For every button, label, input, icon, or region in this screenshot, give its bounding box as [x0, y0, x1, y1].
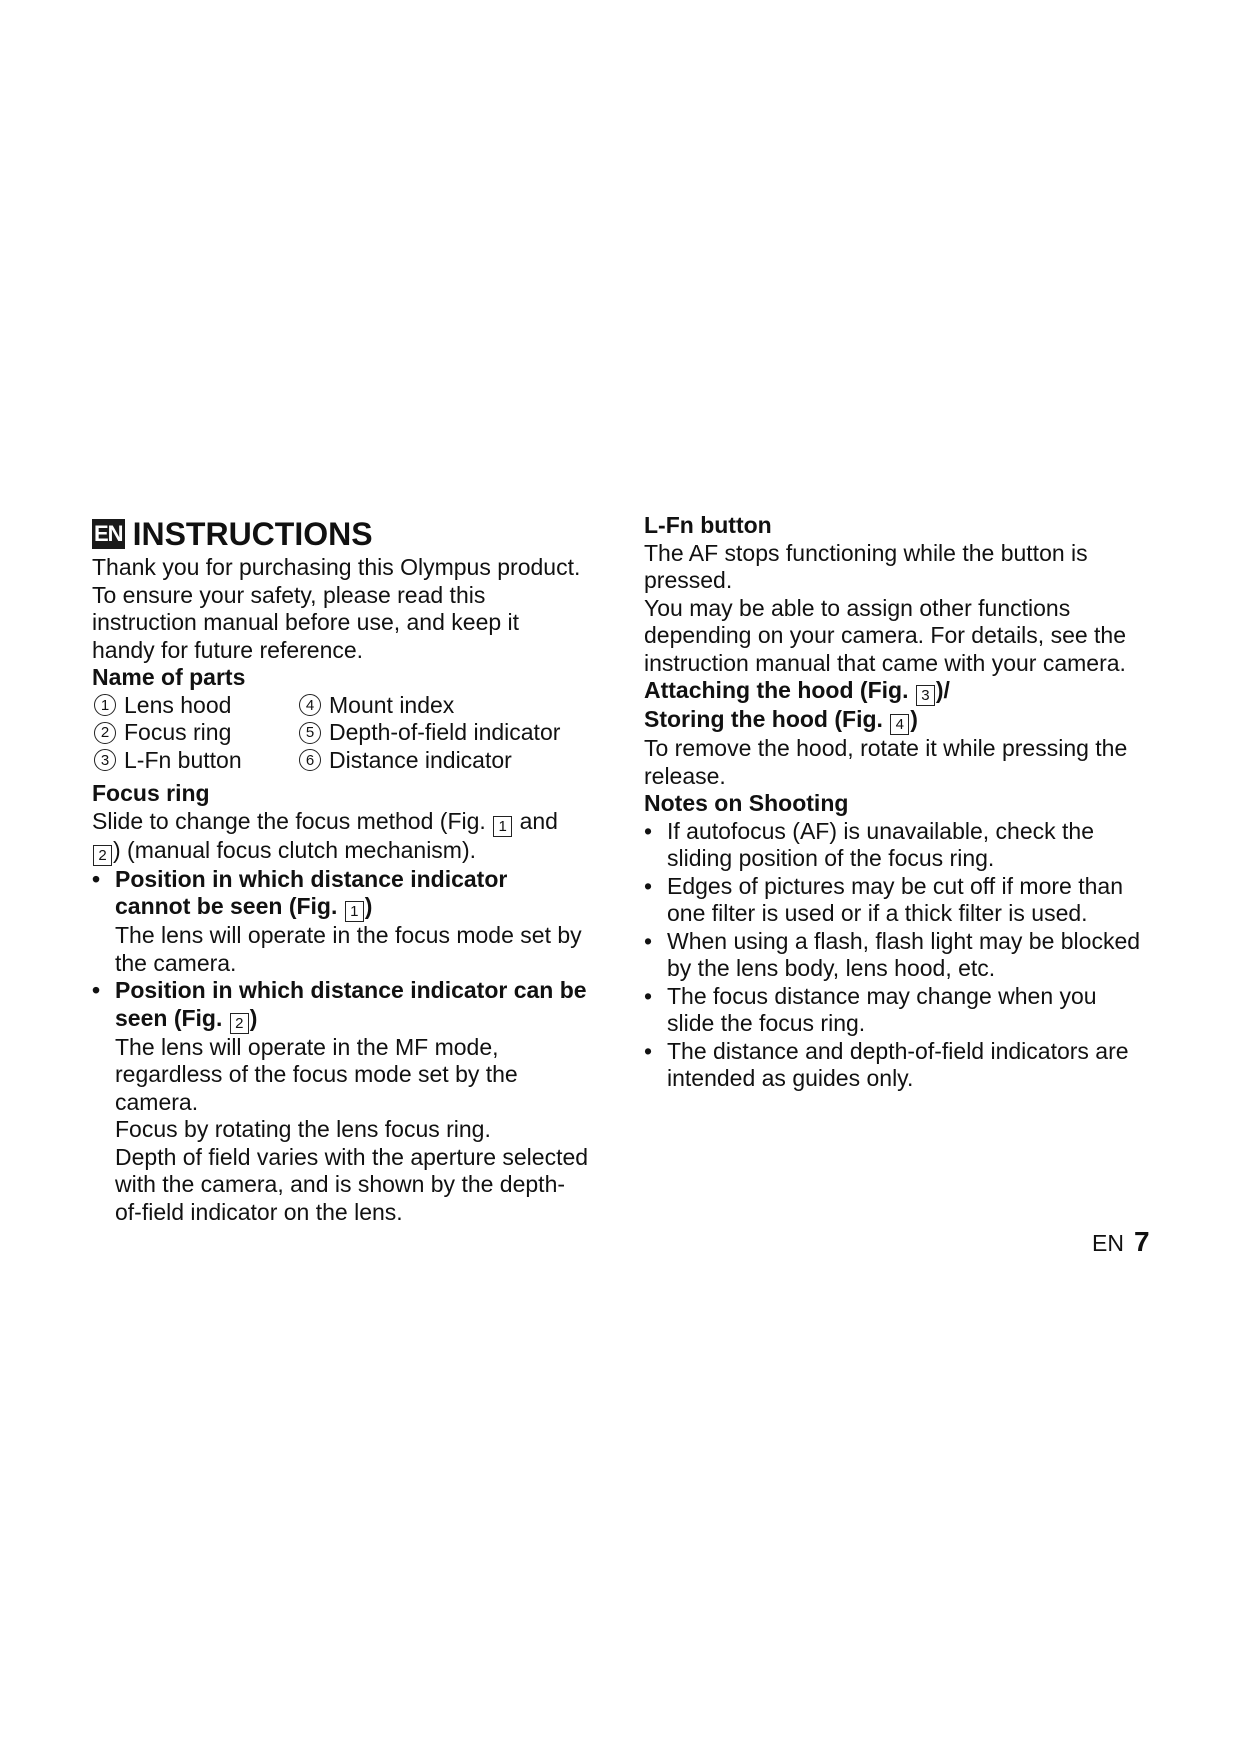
part-label: Mount index — [329, 691, 455, 718]
note-dot: • — [644, 872, 653, 899]
bullet-body-line: camera. — [115, 1088, 199, 1115]
note-line: When using a flash, flash light may be blocked — [667, 927, 1141, 954]
part-label: Lens hood — [124, 691, 232, 718]
part-label: L-Fn button — [124, 746, 242, 773]
lfn-body — [644, 540, 1164, 678]
bullet-heading-line — [115, 1005, 612, 1034]
bullet-body-line: of-field indicator on the lens. — [115, 1198, 403, 1225]
part-item — [92, 719, 297, 747]
right-column — [644, 512, 1164, 1093]
fig-ref-1: 1 — [493, 816, 512, 837]
store-hood-heading — [644, 706, 1164, 735]
notes-list — [644, 818, 1164, 1093]
fig-ref-2: 2 — [230, 1013, 249, 1034]
part-label: Distance indicator — [329, 746, 512, 773]
bullet-dot: • — [92, 865, 101, 892]
part-number: 2 — [94, 722, 116, 744]
hood-heading-text: )/ — [935, 677, 950, 703]
title-row — [92, 516, 612, 552]
language-badge: EN — [92, 519, 125, 549]
note-dot: • — [644, 817, 653, 844]
bullet-body — [92, 922, 612, 977]
bullet-position-hidden — [92, 866, 612, 923]
note-dot: • — [644, 982, 653, 1009]
lfn-line: depending on your camera. For details, see the — [644, 622, 1127, 648]
note-item — [644, 1038, 1164, 1093]
part-item — [297, 747, 612, 775]
hood-heading-text: Storing the hood (Fig. — [644, 706, 883, 732]
focus-text: Slide to change the focus method (Fig. — [92, 807, 486, 834]
bullet-body-line: Depth of field varies with the aperture selected — [115, 1143, 589, 1170]
notes-heading: Notes on Shooting — [644, 790, 849, 816]
footer-language: EN — [1092, 1230, 1124, 1256]
parts-list — [92, 692, 612, 775]
part-label: Focus ring — [124, 719, 232, 745]
page-number: 7 — [1133, 1226, 1150, 1257]
page-footer — [1092, 1228, 1150, 1258]
lfn-heading: L-Fn button — [644, 512, 772, 538]
intro-line: Thank you for purchasing this Olympus product. — [92, 554, 581, 580]
lfn-line: You may be able to assign other functions — [644, 594, 1071, 621]
note-item — [644, 928, 1164, 983]
bullet-heading-text: cannot be seen (Fig. — [115, 893, 338, 919]
hood-heading-text: ) — [910, 706, 918, 732]
bullet-heading-text: ) — [249, 1004, 258, 1031]
bullet-heading-line: Position in which distance indicator can be — [115, 977, 587, 1003]
hood-line: To remove the hood, rotate it while pressing the — [644, 735, 1128, 761]
lfn-line: pressed. — [644, 567, 733, 593]
note-line: intended as guides only. — [667, 1065, 914, 1091]
part-item — [297, 719, 612, 747]
bullet-body-line: with the camera, and is shown by the depth- — [115, 1171, 566, 1197]
focus-text: and — [519, 807, 558, 834]
note-item — [644, 818, 1164, 873]
bullet-body-line: regardless of the focus mode set by the — [115, 1061, 518, 1087]
bullet-body-line: The lens will operate in the MF mode, — [115, 1033, 499, 1060]
part-number: 3 — [94, 749, 116, 771]
note-item — [644, 983, 1164, 1038]
note-item — [644, 873, 1164, 928]
intro-line: instruction manual before use, and keep it — [92, 609, 520, 635]
note-line: Edges of pictures may be cut off if more than — [667, 872, 1123, 899]
hood-body — [644, 735, 1164, 790]
bullet-body-line: the camera. — [115, 949, 237, 976]
bullet-heading-text: seen (Fig. — [115, 1004, 223, 1031]
bullet-body — [92, 1034, 612, 1227]
part-number: 1 — [94, 694, 116, 716]
part-item — [92, 692, 297, 720]
fig-ref-3: 3 — [916, 685, 935, 706]
note-line: The focus distance may change when you — [667, 982, 1097, 1009]
page-title: INSTRUCTIONS — [132, 516, 373, 552]
lfn-line: instruction manual that came with your camera. — [644, 649, 1126, 676]
fig-ref-2: 2 — [93, 845, 112, 866]
part-item — [297, 692, 612, 720]
part-number: 5 — [299, 722, 321, 744]
intro-paragraph — [92, 554, 612, 664]
lfn-line: The AF stops functioning while the button is — [644, 539, 1088, 566]
note-line: one filter is used or if a thick filter is used. — [667, 900, 1088, 926]
intro-line: To ensure your safety, please read this — [92, 581, 486, 608]
focus-text: ) (manual focus clutch mechanism). — [113, 836, 477, 863]
fig-ref-4: 4 — [890, 714, 909, 735]
part-label: Depth-of-field indicator — [329, 719, 561, 745]
bullet-heading-line: Position in which distance indicator — [115, 865, 508, 892]
bullet-position-visible — [92, 977, 612, 1034]
note-line: sliding position of the focus ring. — [667, 845, 995, 871]
bullet-body-line: The lens will operate in the focus mode set by — [115, 922, 582, 948]
bullet-body-line: Focus by rotating the lens focus ring. — [115, 1116, 491, 1142]
note-dot: • — [644, 927, 653, 954]
note-line: If autofocus (AF) is unavailable, check the — [667, 817, 1094, 844]
bullet-heading-line — [115, 893, 612, 922]
note-dot: • — [644, 1037, 653, 1064]
hood-heading-text: Attaching the hood (Fig. — [644, 677, 909, 703]
part-item — [92, 747, 297, 775]
focus-ring-line — [92, 837, 612, 866]
left-column — [92, 512, 612, 1226]
hood-line: release. — [644, 762, 726, 789]
attach-hood-heading — [644, 677, 1164, 706]
note-line: slide the focus ring. — [667, 1010, 866, 1036]
fig-ref-1: 1 — [345, 901, 364, 922]
focus-ring-line — [92, 808, 612, 837]
bullet-dot: • — [92, 977, 101, 1003]
parts-heading: Name of parts — [92, 664, 246, 690]
bullet-heading-text: ) — [364, 893, 373, 919]
note-line: by the lens body, lens hood, etc. — [667, 955, 996, 981]
part-number: 6 — [299, 749, 321, 771]
intro-line: handy for future reference. — [92, 636, 364, 663]
part-number: 4 — [299, 694, 321, 716]
note-line: The distance and depth-of-field indicators are — [667, 1037, 1129, 1064]
focus-ring-heading: Focus ring — [92, 780, 210, 806]
